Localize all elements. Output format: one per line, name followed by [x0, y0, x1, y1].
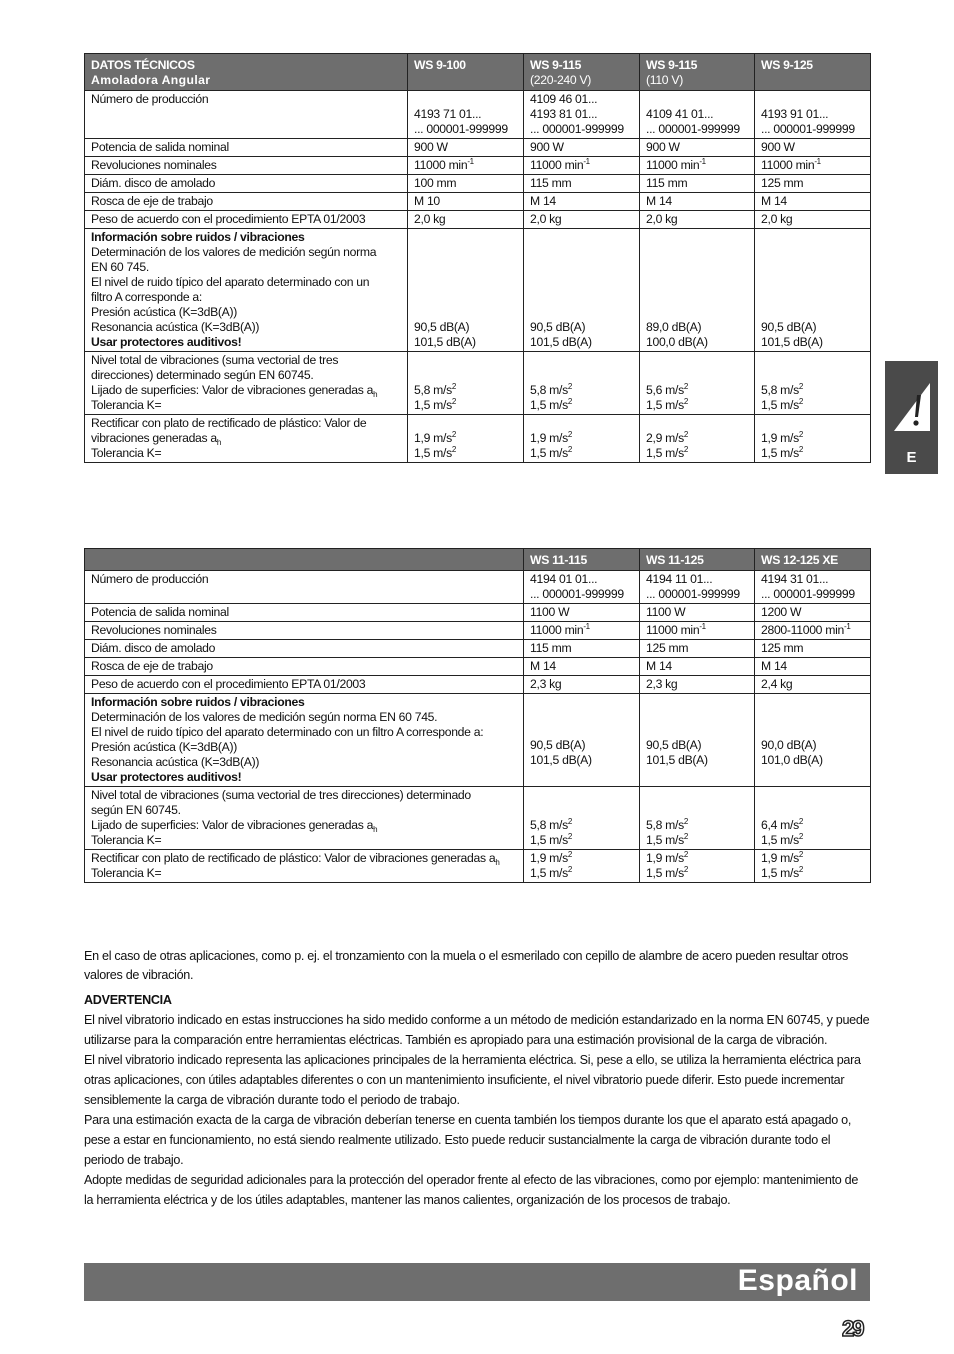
row-label: Revoluciones nominales [85, 157, 408, 175]
cell: 11000 $\min^{-1}$ [755, 157, 871, 175]
cell: 4193 91 01... ... 000001-999999 [755, 91, 871, 139]
table-row [85, 604, 871, 622]
cell: 100 mm [408, 175, 524, 193]
table-row [85, 571, 871, 604]
row-label: Peso de acuerdo con el procedimiento EPTA 01/2003 [85, 211, 408, 229]
cell: 5,8 $m/s^2$ 1,5 $m/s^2$ [640, 787, 755, 850]
language-title: Español [737, 1264, 858, 1297]
cell: 90,0 dB(A) 101,0 dB(A) [755, 694, 871, 787]
cell: 11000 $\min^{-1}$ [408, 157, 524, 175]
cell: 5,6 $m/s^2$ 1,5 $m/s^2$ [640, 352, 755, 415]
model-header: WS 9-115 (220-240 V) [524, 54, 640, 91]
cell: 2,9 $m/s^2$ 1,5 $m/s^2$ [640, 415, 755, 463]
cell: 4109 46 01... 4193 81 01... ... 000001-999999 [524, 91, 640, 139]
table-row [85, 91, 871, 139]
cell: 1100 W [524, 604, 640, 622]
cell: 1,9 $m/s^2$ 1,5 $m/s^2$ [524, 850, 640, 883]
table-row-vibration [85, 787, 871, 850]
cell: 1,9 $m/s^2$ 1,5 $m/s^2$ [755, 415, 871, 463]
vibration-label: Rectificar con plato de rectificado de plástico: Valor de vibraciones generadas $a_h$ Tolerancia K= [85, 850, 524, 883]
header-label: DATOS TÉCNICOS Amoladora Angular [85, 54, 408, 91]
cell: 2800-11000 $\min^{-1}$ [755, 622, 871, 640]
cell: 2,0 kg [640, 211, 755, 229]
cell: M 14 [755, 658, 871, 676]
model-header: WS 9-115 (110 V) [640, 54, 755, 91]
row-label: Número de producción [85, 571, 524, 604]
table-row [85, 139, 871, 157]
cell: 2,0 kg [524, 211, 640, 229]
cell: 11000 $\min^{-1}$ [524, 157, 640, 175]
table-row [85, 658, 871, 676]
notes-section [84, 947, 870, 1210]
cell: 4194 01 01... ... 000001-999999 [524, 571, 640, 604]
table-row [85, 175, 871, 193]
cell: 115 mm [524, 175, 640, 193]
cell: M 14 [524, 193, 640, 211]
table-row-noise [85, 229, 871, 352]
cell: 2,0 kg [408, 211, 524, 229]
vibration-label: Nivel total de vibraciones (suma vectorial de tres direcciones) determinado según EN 60745. Lijado de superficies: Valor de vibraciones generadas $a_h$ Tolerancia K= [85, 352, 408, 415]
hearing-warning: Usar protectores auditivos! [91, 770, 242, 784]
cell: 900 W [755, 139, 871, 157]
noise-label: Información sobre ruidos / vibraciones Determinación de los valores de medición según norma EN 60 745. El nivel de ruido típico del aparato determinado con un filtro A corresponde a: Presión acústica (K=3dB(A)) Resonancia acústica (K=3dB(A)) Usar protectores auditivos! [85, 229, 408, 352]
cell: 1100 W [640, 604, 755, 622]
warning-paragraph: Adopte medidas de seguridad adicionales para la protección del operador frente al efecto de las vibraciones, como por ejemplo: mantenimiento de la herramienta eléctrica y de los útiles adaptables, mantener las manos calientes, organización de los procesos de trabajo. [84, 1173, 859, 1207]
cell: 1,9 $m/s^2$ 1,5 $m/s^2$ [640, 850, 755, 883]
cell: M 14 [640, 658, 755, 676]
row-label: Rosca de eje de trabajo [85, 193, 408, 211]
cell: 2,4 kg [755, 676, 871, 694]
cell: 900 W [640, 139, 755, 157]
cell: M 14 [640, 193, 755, 211]
cell: 4109 41 01... ... 000001-999999 [640, 91, 755, 139]
model-header: WS 11-115 [524, 549, 640, 571]
cell: 4194 11 01... ... 000001-999999 [640, 571, 755, 604]
table-row [85, 640, 871, 658]
table-row [85, 211, 871, 229]
row-label: Potencia de salida nominal [85, 604, 524, 622]
cell: 6,4 $m/s^2$ 1,5 $m/s^2$ [755, 787, 871, 850]
model-header: WS 9-125 [755, 54, 871, 91]
cell: 2,3 kg [524, 676, 640, 694]
cell: 1200 W [755, 604, 871, 622]
cell: 90,5 dB(A) 101,5 dB(A) [755, 229, 871, 352]
cell: 90,5 dB(A) 101,5 dB(A) [640, 694, 755, 787]
table-row [85, 193, 871, 211]
cell: M 14 [524, 658, 640, 676]
cell: 4194 31 01... ... 000001-999999 [755, 571, 871, 604]
vibration-label: Rectificar con plato de rectificado de plástico: Valor de vibraciones generadas $a_h$ Tolerancia K= [85, 415, 408, 463]
table-row [85, 622, 871, 640]
row-label: Número de producción [85, 91, 408, 139]
intro-note: En el caso de otras aplicaciones, como p. ej. el tronzamiento con la muela o el esmerilado con cepillo de alambre de acero pueden resultar otros valores de vibración. [84, 949, 848, 982]
table-row-vibration [85, 850, 871, 883]
hearing-warning: Usar protectores auditivos! [91, 335, 242, 349]
vibration-label: Nivel total de vibraciones (suma vectorial de tres direcciones) determinado según EN 60745. Lijado de superficies: Valor de vibraciones generadas $a_h$ Tolerancia K= [85, 787, 524, 850]
cell: 5,8 $m/s^2$ 1,5 $m/s^2$ [524, 352, 640, 415]
table-header-row [85, 549, 871, 571]
warning-paragraph: El nivel vibratorio indicado representa las aplicaciones principales de la herramienta eléctrica. Si, pese a ello, se utiliza la herramienta eléctrica para otras aplicaciones, con útiles adaptables diferentes o con un mantenimiento insuficiente, el nivel vibratorio puede diferir. Esto puede incrementar sensiblemente la carga de vibración durante todo el periodo de trabajo. [84, 1053, 861, 1107]
cell: 1,9 $m/s^2$ 1,5 $m/s^2$ [524, 415, 640, 463]
table-row-vibration [85, 415, 871, 463]
cell: 900 W [408, 139, 524, 157]
row-label: Revoluciones nominales [85, 622, 524, 640]
row-label: Diám. disco de amolado [85, 640, 524, 658]
table-row-noise [85, 694, 871, 787]
cell: 5,8 $m/s^2$ 1,5 $m/s^2$ [755, 352, 871, 415]
cell: 11000 $\min^{-1}$ [640, 157, 755, 175]
cell: M 10 [408, 193, 524, 211]
cell: 125 mm [755, 640, 871, 658]
header-blank [85, 549, 524, 571]
warning-icon [890, 381, 934, 433]
cell: 90,5 dB(A) 101,5 dB(A) [524, 694, 640, 787]
cell: 125 mm [755, 175, 871, 193]
row-label: Rosca de eje de trabajo [85, 658, 524, 676]
warning-paragraph: Para una estimación exacta de la carga de vibración deberían tenerse en cuenta también los tiempos durante los que el aparato está apagado o, pese a estar en funcionamiento, no está siendo realmente utilizado. Esto puede reducir sustancialmente la carga de vibración durante todo el periodo de trabajo. [84, 1113, 852, 1167]
table-row [85, 157, 871, 175]
row-label: Diám. disco de amolado [85, 175, 408, 193]
spec-table-2 [84, 548, 871, 883]
page-number: 29 [842, 1316, 863, 1341]
cell: 5,8 $m/s^2$ 1,5 $m/s^2$ [524, 787, 640, 850]
cell: 900 W [524, 139, 640, 157]
noise-label: Información sobre ruidos / vibraciones Determinación de los valores de medición según norma EN 60 745. El nivel de ruido típico del aparato determinado con un filtro A corresponde a: Presión acústica (K=3dB(A)) Resonancia acústica (K=3dB(A)) Usar protectores auditivos! [85, 694, 524, 787]
spec-table-1 [84, 53, 871, 463]
row-label: Peso de acuerdo con el procedimiento EPTA 01/2003 [85, 676, 524, 694]
cell: 2,0 kg [755, 211, 871, 229]
table-row-vibration [85, 352, 871, 415]
cell: 5,8 $m/s^2$ 1,5 $m/s^2$ [408, 352, 524, 415]
cell: 11000 $\min^{-1}$ [640, 622, 755, 640]
language-side-tab [885, 361, 938, 474]
table-row [85, 676, 871, 694]
model-header: WS 9-100 [408, 54, 524, 91]
cell: 1,9 $m/s^2$ 1,5 $m/s^2$ [408, 415, 524, 463]
cell: 115 mm [640, 175, 755, 193]
warning-title: ADVERTENCIA [84, 993, 172, 1007]
cell: 1,9 $m/s^2$ 1,5 $m/s^2$ [755, 850, 871, 883]
model-header: WS 11-125 [640, 549, 755, 571]
warning-paragraph: El nivel vibratorio indicado en estas instrucciones ha sido medido conforme a un método de medición estandarizado en la norma EN 60745, y puede utilizarse para la comparación entre herramientas eléctricas. También es apropiado para una estimación provisional de la carga de vibración. [84, 1013, 870, 1047]
cell: 4193 71 01... ... 000001-999999 [408, 91, 524, 139]
cell: M 14 [755, 193, 871, 211]
cell: 125 mm [640, 640, 755, 658]
cell: 89,0 dB(A) 100,0 dB(A) [640, 229, 755, 352]
language-letter: E [906, 449, 917, 466]
cell: 11000 $\min^{-1}$ [524, 622, 640, 640]
cell: 90,5 dB(A) 101,5 dB(A) [408, 229, 524, 352]
table-header-row [85, 54, 871, 91]
cell: 115 mm [524, 640, 640, 658]
footer-language-bar [84, 1263, 870, 1301]
cell: 90,5 dB(A) 101,5 dB(A) [524, 229, 640, 352]
row-label: Potencia de salida nominal [85, 139, 408, 157]
model-header: WS 12-125 XE [755, 549, 871, 571]
cell: 2,3 kg [640, 676, 755, 694]
